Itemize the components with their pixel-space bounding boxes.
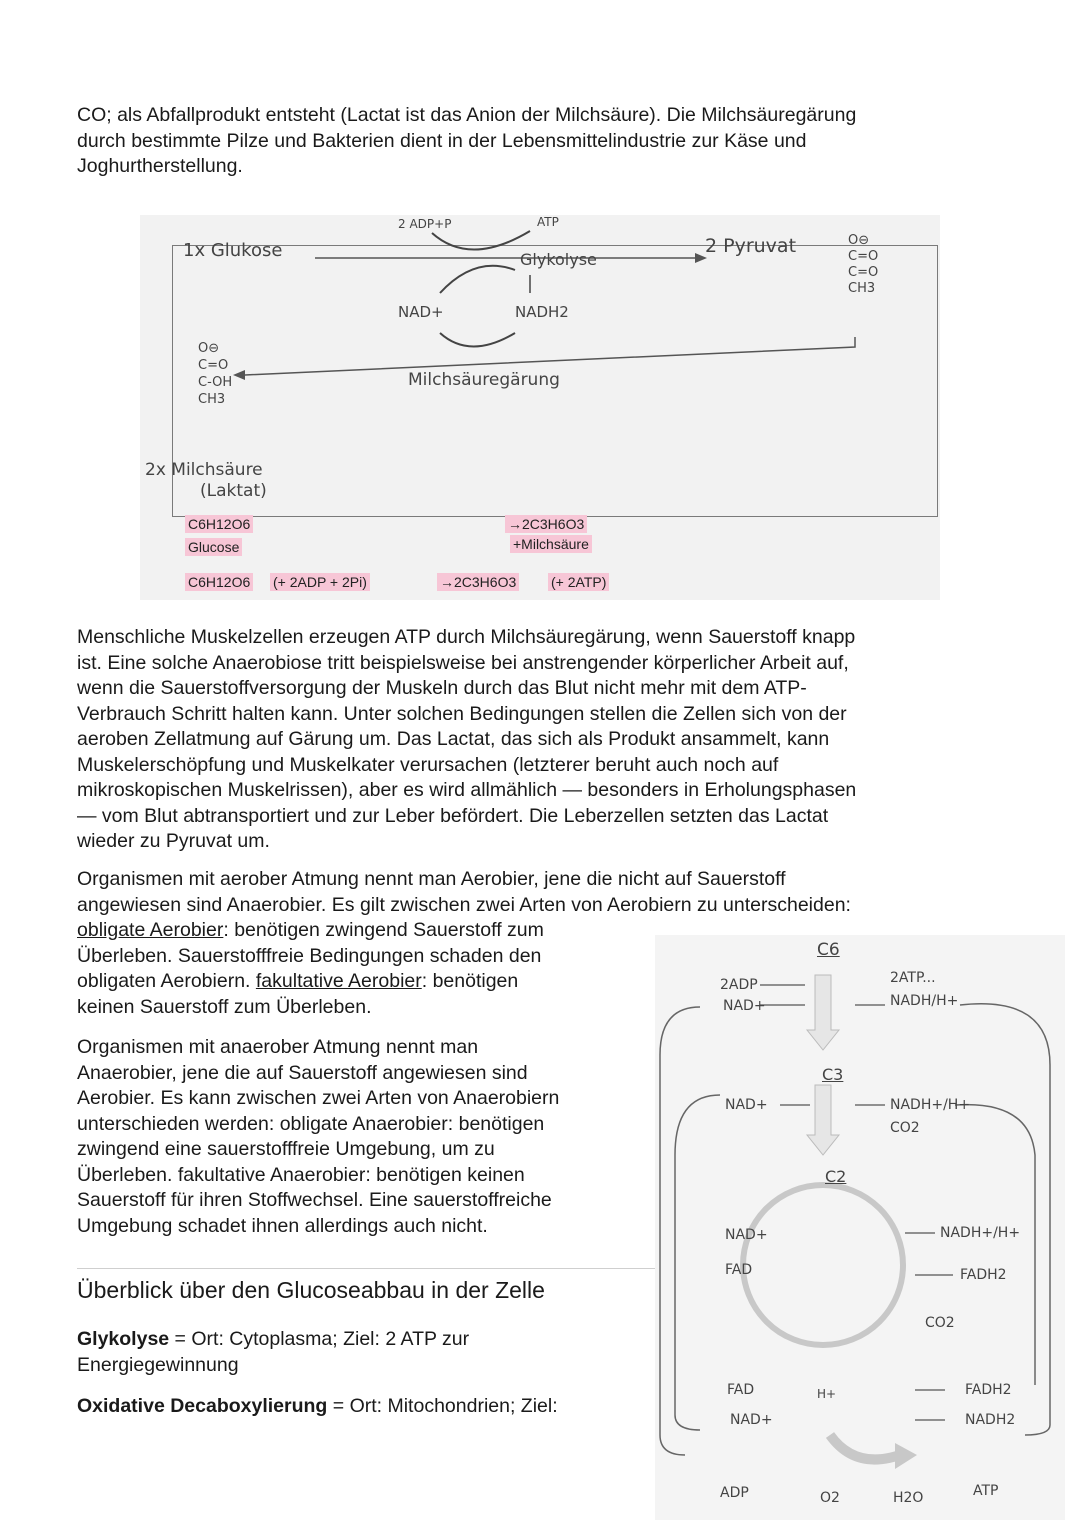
equation-product: →2C3H6O3 — [437, 573, 519, 591]
para3-line-1: Organismen mit aerober Atmung nennt man Aerobier, jene die nicht auf Sauerstoff — [77, 868, 786, 890]
para4-line-7: Sauerstoff für ihren Stoffwechsel. Eine sauerstoffreiche — [77, 1189, 552, 1211]
equation-glucose: C6H12O6 — [185, 573, 253, 591]
fad-in-label-2: FAD — [727, 1382, 755, 1398]
nad-label: NAD+ — [398, 303, 444, 321]
para2-line-4: Verbrauch Schritt halten kann. Unter solchen Bedingungen stellen die Zellen sich von der — [77, 702, 847, 725]
para4-line-3: Aerobier. Es kann zwischen zwei Arten von Anaerobiern — [77, 1087, 560, 1109]
nadh-label: NADH2 — [515, 303, 569, 321]
section-divider — [77, 1268, 655, 1269]
fad-in-label-1: FAD — [725, 1262, 753, 1278]
name-glucose: Glucose — [185, 538, 242, 556]
atp-label-2: ATP — [973, 1483, 999, 1499]
nadh-in-label: NADH2 — [965, 1412, 1016, 1428]
section-heading: Überblick über den Glucoseabbau in der Zelle — [77, 1277, 545, 1303]
para3-line-5-rest: : benötigen — [421, 970, 519, 992]
para2-line-5: aeroben Zellatmung auf Gärung um. Das Lactat, das sich als Produkt ansammelt, kann — [77, 728, 830, 750]
name-product: +Milchsäure — [510, 535, 592, 553]
adp-label-2: ADP — [720, 1485, 749, 1501]
para4-line-1: Organismen mit anaerober Atmung nennt man — [77, 1036, 479, 1058]
h2o-label: H2O — [893, 1490, 924, 1506]
para2-line-1: Menschliche Muskelzellen erzeugen ATP durch Milchsäuregärung, wenn Sauerstoff knapp — [77, 626, 856, 648]
c6-label: C6 — [817, 940, 840, 960]
formula-glucose: C6H12O6 — [185, 515, 253, 533]
lactic-fermentation-diagram — [140, 215, 940, 600]
para4-line-2: Anaerobier, jene die auf Sauerstoff angewiesen sind — [77, 1061, 528, 1084]
oxdec-term: Oxidative Decaboxylierung — [77, 1395, 328, 1417]
intro-line-2: durch bestimmte Pilze und Bakterien dient in der Lebensmittelindustrie zur Käse und — [77, 129, 807, 152]
glykolyse-label: Glykolyse — [520, 250, 597, 269]
lactate-atom-3: C-OH — [198, 375, 233, 390]
nad-in-label-3: NAD+ — [725, 1227, 768, 1243]
para4-line-6: Überleben. fakultative Anaerobier: benötigen keinen — [77, 1163, 525, 1186]
formula-product: →2C3H6O3 — [505, 515, 587, 533]
para2-line-8: — vom Blut abtransportiert und zur Leber befördert. Die Leberzellen setzten das Lactat — [77, 804, 829, 827]
para2-line-6: Muskelerschöpfung und Muskelkater verursachen (letzterer beruht auch noch auf — [77, 753, 779, 776]
para3-line-3-rest: : benötigen zwingend Sauerstoff zum — [223, 919, 544, 941]
oxdec-def: = Ort: Mitochondrien; Ziel: — [327, 1395, 558, 1417]
nad-in-label-4: NAD+ — [730, 1412, 773, 1428]
c2-label: C2 — [825, 1167, 847, 1186]
glykolyse-term: Glykolyse — [77, 1328, 170, 1350]
intro-line-1: CO; als Abfallprodukt entsteht (Lactat ist das Anion der Milchsäure). Die Milchsäuregärung — [77, 104, 857, 126]
nadh-out-label-2: NADH+/H+ — [890, 1097, 971, 1113]
o2-label: O2 — [820, 1490, 840, 1506]
glykolyse-definition — [77, 1327, 469, 1378]
nadh-out-label-1: NADH/H+ — [890, 993, 959, 1009]
atp-label: ATP — [537, 215, 559, 229]
glykolyse-def-1: = Ort: Cytoplasma; Ziel: 2 ATP zur — [169, 1328, 470, 1350]
pyruvate-atom-3: C=O — [848, 265, 879, 280]
para2-line-9: wieder zu Pyruvat um. — [77, 830, 270, 852]
fadh-out-label: FADH2 — [960, 1267, 1007, 1283]
para2-line-7: mikroskopischen Muskelrissen), aber es wird allmählich — besonders in Erholungsphasen — [77, 779, 857, 801]
intro-paragraph — [77, 103, 856, 180]
nadh-out-label-3: NADH+/H+ — [940, 1225, 1021, 1241]
atp-out-label: 2ATP... — [890, 970, 936, 986]
pyruvate-atom-4: CH3 — [848, 281, 876, 296]
co2-label-1: CO2 — [890, 1120, 920, 1136]
co2-label-2: CO2 — [925, 1315, 955, 1331]
pyruvate-structure — [848, 233, 878, 297]
lactate-structure — [198, 340, 232, 408]
equation-atp: (+ 2ATP) — [548, 573, 609, 591]
para3-line-4: Überleben. Sauerstofffreie Bedingungen schaden den — [77, 944, 542, 967]
glucose-label: 1x Glukose — [183, 240, 283, 261]
para3-line-6: keinen Sauerstoff zum Überleben. — [77, 995, 372, 1018]
muscle-paragraph — [77, 625, 856, 855]
pyruvat-label: 2 Pyruvat — [705, 235, 797, 257]
glykolyse-def-2: Energiegewinnung — [77, 1353, 239, 1376]
milchsaeure-label: 2x Milchsäure — [145, 460, 263, 480]
intro-line-3: Joghurtherstellung. — [77, 155, 243, 177]
h-ions-label: H+ — [817, 1387, 837, 1401]
milchsaeure-garung-label: Milchsäuregärung — [408, 370, 560, 390]
para3-line-5-start: obligaten Aerobiern. — [77, 970, 256, 992]
para3-line-2: angewiesen sind Anaerobier. Es gilt zwischen zwei Arten von Aerobiern zu unterscheiden: — [77, 893, 851, 916]
nad-in-label-2: NAD+ — [725, 1097, 768, 1113]
lactate-atom-4: CH3 — [198, 392, 226, 407]
fakultative-aerobier-term: fakultative Aerobier — [255, 970, 422, 992]
oxdec-definition — [77, 1394, 558, 1420]
obligate-aerobier-term: obligate Aerobier — [77, 919, 224, 941]
para2-line-2: ist. Eine solche Anaerobiose tritt beispielsweise bei anstrengender körperlicher Arbeit auf, — [77, 651, 849, 674]
anaerobier-paragraph — [77, 1035, 559, 1239]
adp-label: 2 ADP+P — [398, 217, 452, 231]
para4-line-5: zwingend eine sauerstofffreie Umgebung, um zu — [77, 1138, 495, 1160]
adp-in-label: 2ADP — [720, 977, 758, 993]
pyruvate-atom-1: O⊖ — [848, 233, 870, 248]
para4-line-4: unterschieden werden: obligate Anaerobier: benötigen — [77, 1112, 545, 1135]
laktat-label: (Laktat) — [200, 481, 267, 501]
nad-in-label-1: NAD+ — [723, 998, 766, 1014]
pyruvate-atom-2: C=O — [848, 249, 879, 264]
para2-line-3: wenn die Sauerstoffversorgung der Muskeln durch das Blut nicht mehr mit dem ATP- — [77, 677, 807, 699]
equation-adp: (+ 2ADP + 2Pi) — [270, 573, 370, 591]
fadh-in-label: FADH2 — [965, 1382, 1012, 1398]
glucose-breakdown-diagram — [655, 935, 1065, 1520]
lactate-atom-2: C=O — [198, 358, 229, 373]
para4-line-8: Umgebung schadet ihnen allerdings auch nicht. — [77, 1214, 488, 1237]
lactate-atom-1: O⊖ — [198, 341, 220, 356]
c3-label: C3 — [822, 1065, 844, 1084]
